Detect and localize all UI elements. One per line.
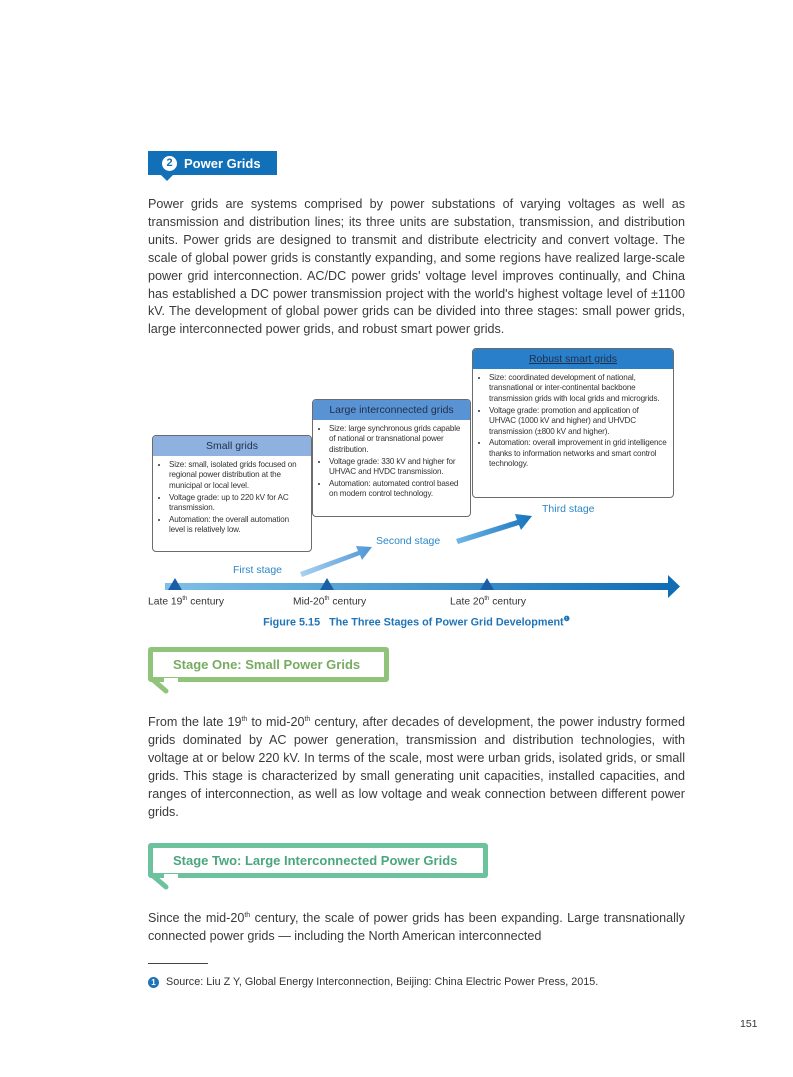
intro-paragraph: Power grids are systems comprised by power substations of varying voltages as well as transmission and distribution lines; its three units are substation, transmission, and distribution units. Power grids are designed to transmit and distribute electricity and convert voltage. The scale of global power grids is constantly expanding, and some regions have realized large-scale power grid interconnection. AC/DC power grids' voltage level improves continually, and China has established a DC power transmission project with the world's highest voltage level of ±1100 kV. The development of global power grids can be divided into three stages: small power grids, large interconnected power grids, and robust smart power grids. bbox=[148, 197, 685, 337]
card-bullet: • Voltage grade: 330 kV and higher for UHVAC and HVDC transmission. bbox=[329, 457, 464, 478]
card-title: Small grids bbox=[153, 436, 311, 456]
footnote-ref-mark: ❶ bbox=[563, 616, 570, 623]
card-title: Robust smart grids bbox=[473, 349, 673, 369]
timeline-bar bbox=[165, 583, 670, 590]
card-bullet: • Automation: automated control based on modern control technology. bbox=[329, 479, 464, 500]
card-bullet: • Automation: overall improvement in grid intelligence thanks to information networks and smart control technology. bbox=[489, 438, 667, 469]
stage-two-paragraph: Since the mid-20th century, the scale of power grids has been expanding. Large transnationally connected power grids — including the North American interconnected bbox=[148, 911, 685, 944]
stage-label-first: First stage bbox=[233, 564, 283, 576]
tick-label-late-20th: Late 20th century bbox=[450, 596, 527, 608]
stage-label-third: Third stage bbox=[542, 503, 595, 515]
footnote bbox=[148, 976, 598, 988]
footnote-number-icon: 1 bbox=[148, 977, 159, 988]
section-title: Power Grids bbox=[184, 155, 261, 171]
card-bullet: • Voltage grade: up to 220 kV for AC transmission. bbox=[169, 493, 305, 514]
footnote-text: Source: Liu Z Y, Global Energy Interconnection, Beijing: China Electric Power Press, 2015. bbox=[166, 976, 599, 988]
tick-label-mid-20th: Mid-20th century bbox=[293, 596, 367, 608]
stage-one-heading: Stage One: Small Power Grids bbox=[148, 647, 389, 682]
stage-label-second: Second stage bbox=[376, 535, 441, 547]
card-bullet: • Size: coordinated development of national, transnational or inter-continental backbone transmission grids with local grids and microgrids. bbox=[489, 373, 667, 404]
stage-one-paragraph: From the late 19th to mid-20th century, after decades of development, the power industry formed grids dominated by AC power generation, transmission and distribution technologies, with voltage at or below 220 kV. In terms of the scale, most were urban grids, isolated grids, or small grids. This stage is characterized by small generating unit capacities, installed capacities, and ranges of interconnection, as well as low voltage and weak connection between different power grids. bbox=[148, 715, 685, 819]
stage-arrow-1 bbox=[300, 546, 372, 577]
figure-caption: Figure 5.15 The Three Stages of Power Grid Development$^❶$ bbox=[263, 616, 570, 629]
card-title: Large interconnected grids bbox=[313, 400, 470, 420]
footnote-divider bbox=[148, 963, 208, 964]
speech-tail-green1 bbox=[148, 675, 188, 697]
card-bullet: • Size: large synchronous grids capable of national or transnational power distribution. bbox=[329, 424, 464, 455]
card-bullet: • Size: small, isolated grids focused on regional power distribution at the municipal or local level. bbox=[169, 460, 305, 491]
card-bullet: • Voltage grade: promotion and application of UHVAC (1000 kV and higher) and UHVDC transmission (±800 kV and higher). bbox=[489, 406, 667, 437]
tick-label-late-19th: Late 19th century bbox=[148, 596, 225, 608]
stage-two-heading: Stage Two: Large Interconnected Power Grids bbox=[148, 843, 488, 878]
timeline-arrowhead bbox=[668, 575, 680, 598]
section-number-badge: 2 bbox=[162, 156, 177, 171]
page-number: 151 bbox=[740, 1018, 758, 1030]
stage-arrow-2 bbox=[456, 514, 532, 544]
speech-tail-green2 bbox=[148, 871, 188, 893]
card-bullet: • Automation: the overall automation level is relatively low. bbox=[169, 515, 305, 536]
